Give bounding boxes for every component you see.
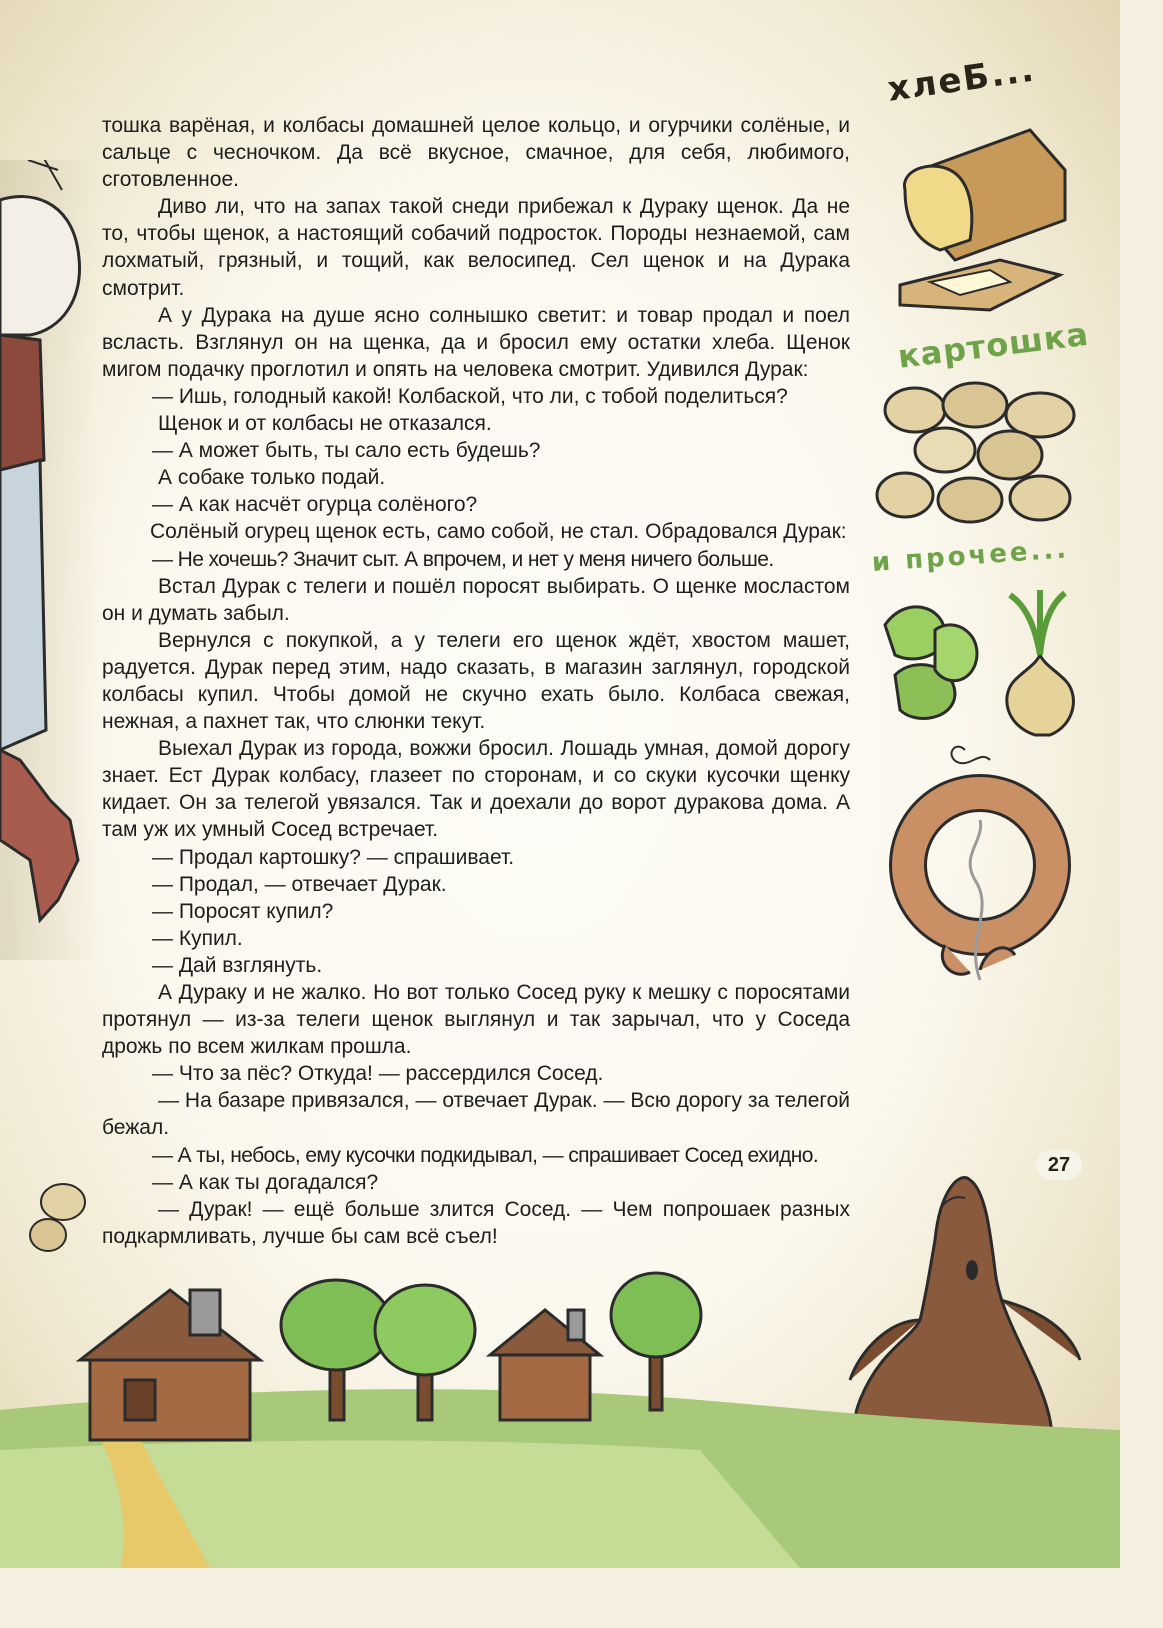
dialog-line: — А как насчёт огурца солёного? <box>152 493 478 517</box>
village-landscape-illustration <box>0 1270 1120 1568</box>
dialog-line: — Ишь, голодный какой! Колбаской, что ли, с тобой поделиться? <box>152 384 788 408</box>
paragraph: Выехал Дурак из города, вожжи бросил. Лошадь умная, домой дорогу знает. Ест Дурак колбасу, глазеет по сторонам, и со скуки кусочки щенку кидает. Он за телегой увязался. Так и доехали до ворот дуракова дома. А там уж их умный Сосед встречает. <box>102 737 850 842</box>
dialog-line: — Поросят купил? <box>152 899 334 923</box>
dialog-line: — Что за пёс? Откуда! — рассердился Сосед. <box>152 1062 604 1086</box>
potato-illustration <box>875 380 1085 540</box>
dialog-line: — А как ты догадался? <box>152 1170 379 1194</box>
dialog-line: — Продал, — отвечает Дурак. <box>152 872 447 896</box>
dialog-line: — А ты, небось, ему кусочки подкидывал, — спрашивает Сосед ехидно. <box>152 1143 819 1167</box>
paragraph: Щенок и от колбасы не отказался. <box>158 412 492 436</box>
dialog-line: — Дай взглянуть. <box>152 953 323 977</box>
paragraph: А Дураку и не жалко. Но вот только Сосед руку к мешку с поросятами протянул — из-за телеги щенок выглянул и так зарычал, что у Соседа дрожь по всем жилкам прошла. <box>102 981 850 1059</box>
dialog-line: — Продал картошку? — спрашивает. <box>152 845 515 869</box>
paragraph: А у Дурака на душе ясно солнышко светит: и товар продал и поел всласть. Взглянул он на щенка, да и бросил ему остатки хлеба. Щенок мигом подачку проглотил и опять на человека смотрит. Удивился Дурак: <box>102 303 850 381</box>
dialog-line: — Дурак! — ещё больше злится Сосед. — Чем попрошаек разных подкармливать, лучше бы сам всё съел! <box>102 1197 850 1248</box>
dialog-line: — Купил. <box>152 926 243 950</box>
other-note: и прочее... <box>870 534 1071 578</box>
paragraph: Вернулся с покупкой, а у телеги его щенок ждёт, хвостом машет, радуется. Дурак перед этим, надо сказать, в магазин заглянул, городской колбасы купил. Чтобы домой не скучно ехать было. Колбаса свежая, нежная, а пахнет так, что слюнки текут. <box>102 628 850 734</box>
small-potatoes-illustration <box>18 1180 98 1260</box>
bread-note: хлеБ... <box>885 49 1038 110</box>
paragraph: А собаке только подай. <box>158 466 386 490</box>
story-text <box>102 112 850 1250</box>
cucumber-onion-illustration <box>875 585 1090 745</box>
bread-illustration <box>880 110 1080 320</box>
sausage-ring-illustration <box>885 740 1085 990</box>
paragraph: Встал Дурак с телеги и пошёл поросят выбирать. О щенке мосластом он и думать забыл. <box>102 574 850 625</box>
man-illustration <box>0 160 100 940</box>
paragraph: Диво ли, что на запах такой снеди прибежал к Дураку щенок. Да не то, чтобы щенок, а настоящий собачий подросток. Породы незнаемой, сам лохматый, грязный, и тощий, как велосипед. Сел щенок и на Дурака смотрит. <box>102 195 850 300</box>
page-number: 27 <box>1036 1150 1082 1180</box>
dialog-line: — Не хочешь? Значит сыт. А впрочем, и нет у меня ничего больше. <box>152 547 774 571</box>
potato-note: картошка <box>895 314 1091 376</box>
dialog-line: — На базаре привязался, — отвечает Дурак. — Всю дорогу за телегой бежал. <box>102 1089 850 1140</box>
dialog-line: — А может быть, ты сало есть будешь? <box>152 439 541 463</box>
paragraph: Солёный огурец щенок есть, само собой, не стал. Обрадовался Дурак: <box>150 520 847 544</box>
paragraph: тошка варёная, и колбасы домашней целое кольцо, и огурчики солёные, и сальце с чесночком. Да всё вкусное, смачное, для себя, любимого, сготовленное. <box>102 114 850 192</box>
